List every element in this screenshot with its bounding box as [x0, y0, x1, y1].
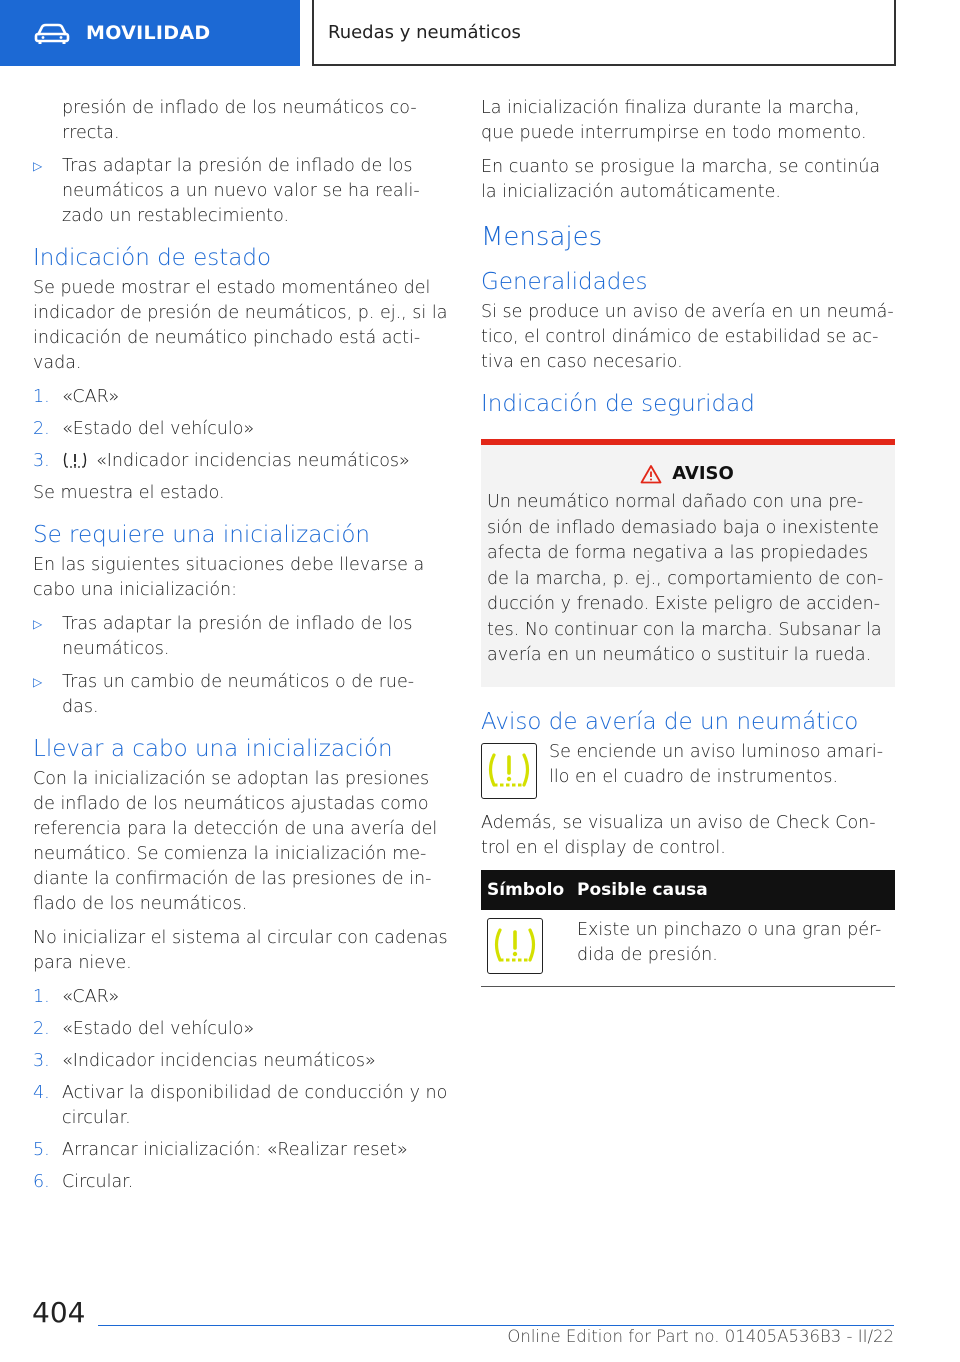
list-item	[33, 1049, 449, 1074]
list-item	[33, 1138, 449, 1163]
list-number: 6.	[33, 1172, 50, 1192]
heading-seguridad: Indicación de seguridad	[481, 391, 755, 417]
bullet-item	[33, 670, 449, 720]
bullet-text: Tras adaptar la presión de inflado de los neumáticos.	[62, 614, 413, 659]
list-number: 4.	[33, 1083, 50, 1103]
table-header: Símbolo	[481, 870, 571, 910]
warning-label: AVISO	[672, 463, 734, 484]
list-number: 1.	[33, 387, 50, 407]
paragraph: No inicializar el sistema al circular con cadenas para nieve.	[33, 928, 448, 973]
section-title: MOVILIDAD	[86, 22, 211, 44]
list-text: «CAR»	[62, 987, 120, 1007]
lamp-text: Se enciende un aviso luminoso amari‐llo en el cuadro de instrumentos.	[549, 741, 884, 787]
chapter-title: Ruedas y neumáticos	[328, 21, 521, 43]
warning-header	[487, 463, 887, 484]
table-row	[481, 910, 895, 987]
paragraph: Se puede mostrar el estado momentáneo del indicador de presión de neumáticos, p. ej., si la indicación de neumático pinchado está acti‐vada.	[33, 278, 448, 373]
warning-triangle-icon	[640, 464, 662, 484]
paragraph: En las siguientes situaciones debe llevarse a cabo una inicialización:	[33, 555, 425, 600]
list-number: 2.	[33, 1019, 50, 1039]
right-column	[481, 96, 895, 987]
car-icon	[34, 21, 70, 45]
paragraph: La inicialización finaliza durante la marcha, que puede interrumpirse en todo momento.	[481, 98, 867, 143]
list-text: Activar la disponibilidad de conducción y no circular.	[62, 1083, 448, 1128]
warning-box	[481, 445, 895, 687]
bullet-item	[33, 154, 449, 229]
heading-requiere: Se requiere una inicialización	[33, 522, 370, 548]
page-number: 404	[32, 1296, 86, 1329]
lamp-row	[481, 743, 895, 799]
bullet-text: Tras un cambio de neumáticos o de rue‐das.	[62, 672, 415, 717]
bullet-marker-icon: ▷	[33, 617, 43, 631]
list-text: Circular.	[62, 1172, 134, 1192]
paragraph: Con la inicialización se adoptan las presiones de inflado de los neumáticos ajustadas como referencia para la detección de una avería del neumático. Se comienza la inicialización me‐diante la confirmación de las presiones de in‐flado de los neumáticos.	[33, 769, 438, 914]
list-item	[33, 449, 449, 474]
table-header: Posible causa	[571, 870, 895, 910]
table-cell-cause: Existe un pinchazo o una gran pér‐dida de presión.	[571, 910, 895, 987]
list-item	[33, 1170, 449, 1195]
bullet-marker-icon: ▷	[33, 675, 43, 689]
left-column	[33, 96, 449, 1202]
footer-divider	[98, 1325, 894, 1326]
paragraph: Si se produce un aviso de avería en un neumá‐tico, el control dinámico de estabilidad se ac‐tiva en caso necesario.	[481, 302, 894, 372]
tire-pressure-icon	[62, 451, 88, 469]
list-item	[33, 417, 449, 442]
list-text: «Indicador incidencias neumáticos»	[62, 1051, 376, 1071]
symbol-table	[481, 870, 895, 987]
paragraph: En cuanto se prosigue la marcha, se continúa la inicialización automáticamente.	[481, 157, 881, 202]
list-text: «CAR»	[62, 387, 120, 407]
bullet-item	[33, 612, 449, 662]
heading-aviso: Aviso de avería de un neumático	[481, 708, 859, 735]
bullet-continued	[33, 96, 449, 146]
list-item	[33, 385, 449, 410]
list-number: 2.	[33, 419, 50, 439]
warning-text: Un neumático normal dañado con una pre‐sión de inflado demasiado baja o inexistente afecta de forma negativa a las propiedades de la marcha, p. ej., comportamiento de con‐ducción y frenado. Existe peligro de acciden‐tes. No continuar con la marcha. Subsanar la avería en un neumático o sustituir la rueda.	[487, 492, 884, 665]
paragraph: Se muestra el estado.	[33, 483, 225, 503]
list-item	[33, 985, 449, 1010]
table-header-row	[481, 870, 895, 910]
list-text: Arrancar inicialización: «Realizar reset»	[62, 1140, 408, 1160]
list-text: «Estado del vehículo»	[62, 419, 255, 439]
list-number: 1.	[33, 987, 50, 1007]
heading-generalidades: Generalidades	[481, 269, 648, 295]
list-item	[33, 1017, 449, 1042]
list-item	[33, 1081, 449, 1131]
bullet-text: presión de inflado de los neumáticos co‐rrecta.	[62, 98, 417, 143]
list-text: «Estado del vehículo»	[62, 1019, 255, 1039]
chapter-header	[312, 0, 896, 66]
bullet-text: Tras adaptar la presión de inflado de los neumáticos a un nuevo valor se ha reali‐zado un restablecimiento.	[62, 156, 420, 226]
section-tab[interactable]	[0, 0, 300, 66]
table-cell-symbol	[481, 910, 571, 987]
heading-llevar: Llevar a cabo una inicialización	[33, 736, 393, 762]
heading-estado: Indicación de estado	[33, 245, 272, 271]
list-text: «Indicador incidencias neumáticos»	[96, 451, 410, 471]
bullet-marker-icon: ▷	[33, 159, 43, 173]
paragraph: Además, se visualiza un aviso de Check Con‐trol en el display de control.	[481, 812, 876, 858]
tire-pressure-icon	[487, 918, 543, 974]
footer-edition: Online Edition for Part no. 01405A536B3 - II/22	[507, 1327, 894, 1346]
list-number: 3.	[33, 1051, 50, 1071]
list-number: 5.	[33, 1140, 50, 1160]
list-number: 3.	[33, 451, 50, 471]
heading-mensajes: Mensajes	[481, 222, 603, 252]
tire-pressure-icon	[481, 743, 537, 799]
